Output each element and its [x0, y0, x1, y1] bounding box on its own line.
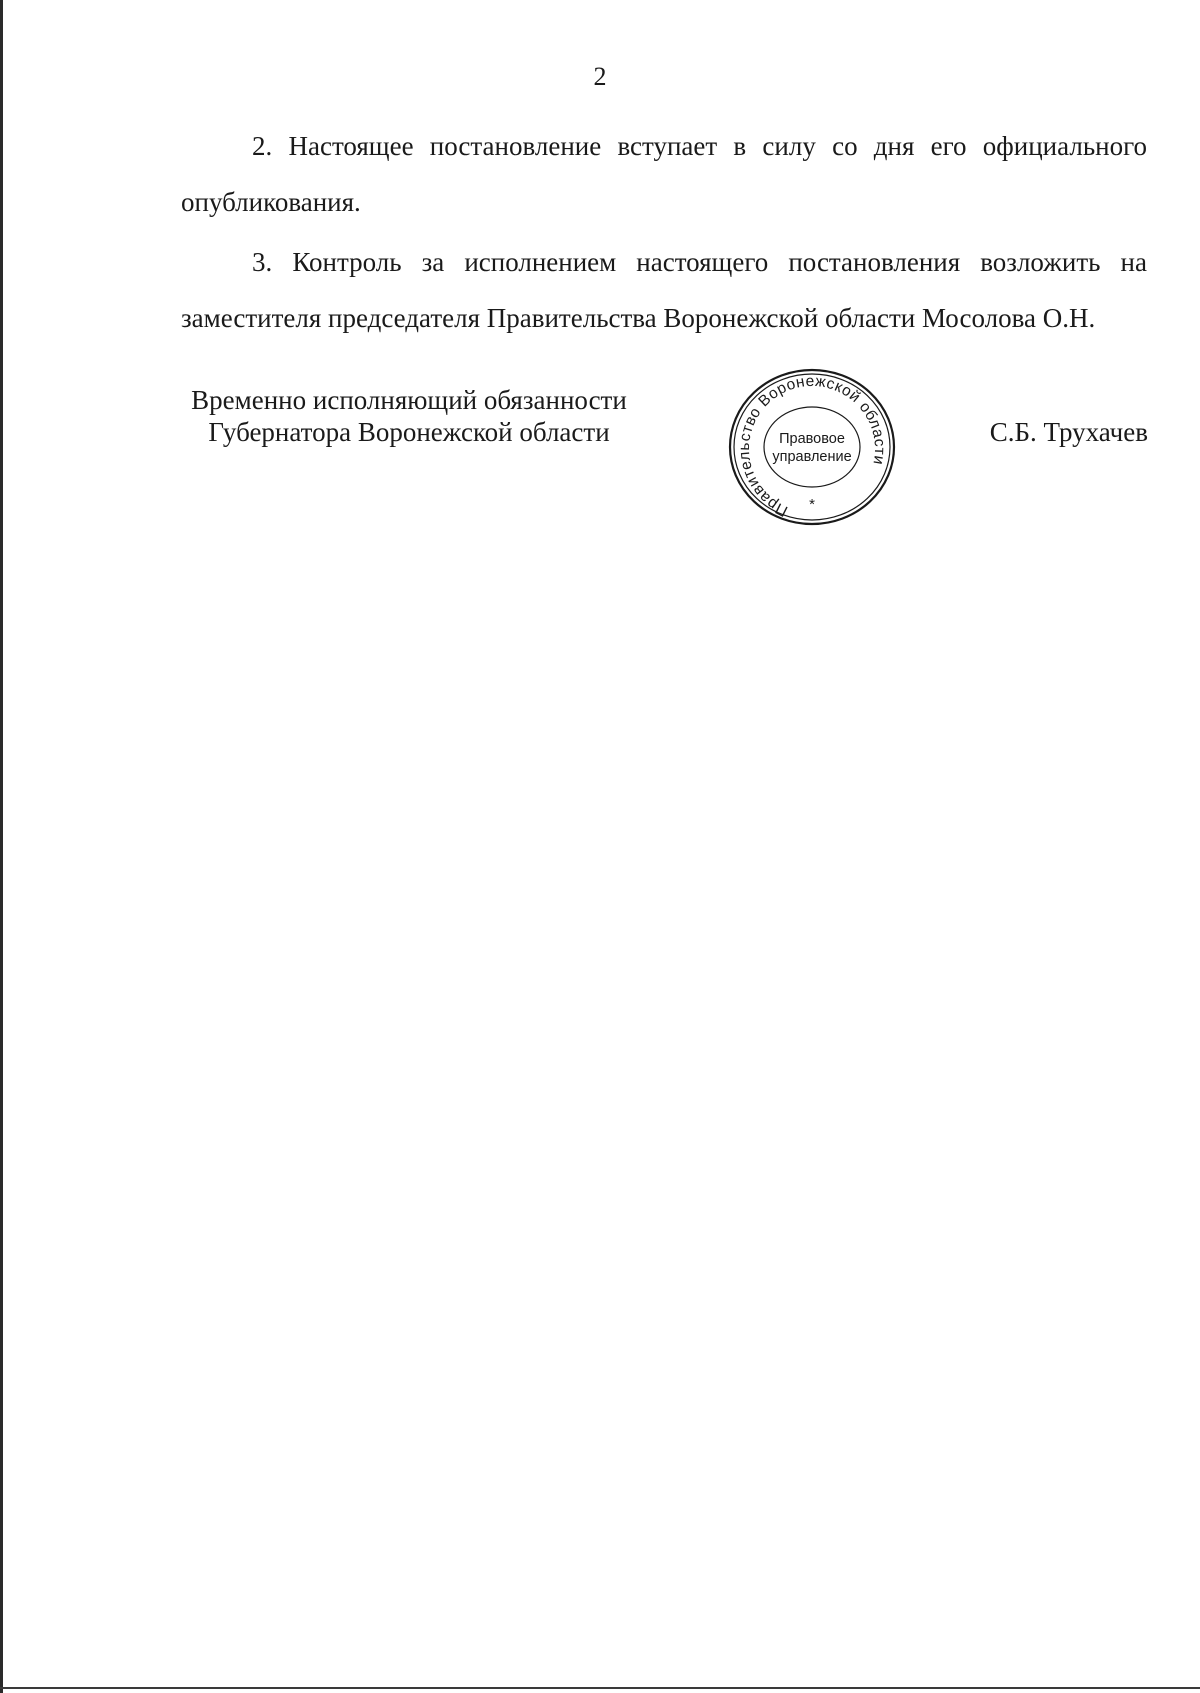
scan-edge-bottom — [0, 1687, 1200, 1689]
paragraph-2: 2. Настоящее постановление вступает в силу со дня его официального опубликования. — [181, 131, 1147, 217]
signatory-position-line1: Временно исполняющий обязанности — [191, 385, 627, 415]
signatory-position-line2: Губернатора Воронежской области — [208, 417, 610, 447]
stamp-center-line2: управление — [772, 449, 852, 465]
signatory-position — [179, 384, 639, 448]
document-body — [181, 118, 1147, 346]
stamp-star-icon: * — [809, 496, 815, 513]
stamp-center-line1: Правовое — [779, 431, 845, 447]
stamp-seal-graphic — [727, 365, 897, 527]
scan-edge-left — [0, 0, 3, 1693]
official-stamp — [727, 365, 897, 527]
signatory-name: С.Б. Трухачев — [989, 417, 1148, 447]
stamp-ring-text: Правительство Воронежской области — [735, 372, 889, 520]
paragraph-3: 3. Контроль за исполнением настоящего постановления возложить на заместителя председателя Правительства Воронежской области Мосолова О.Н. — [181, 247, 1147, 333]
page-number: 2 — [593, 62, 607, 91]
